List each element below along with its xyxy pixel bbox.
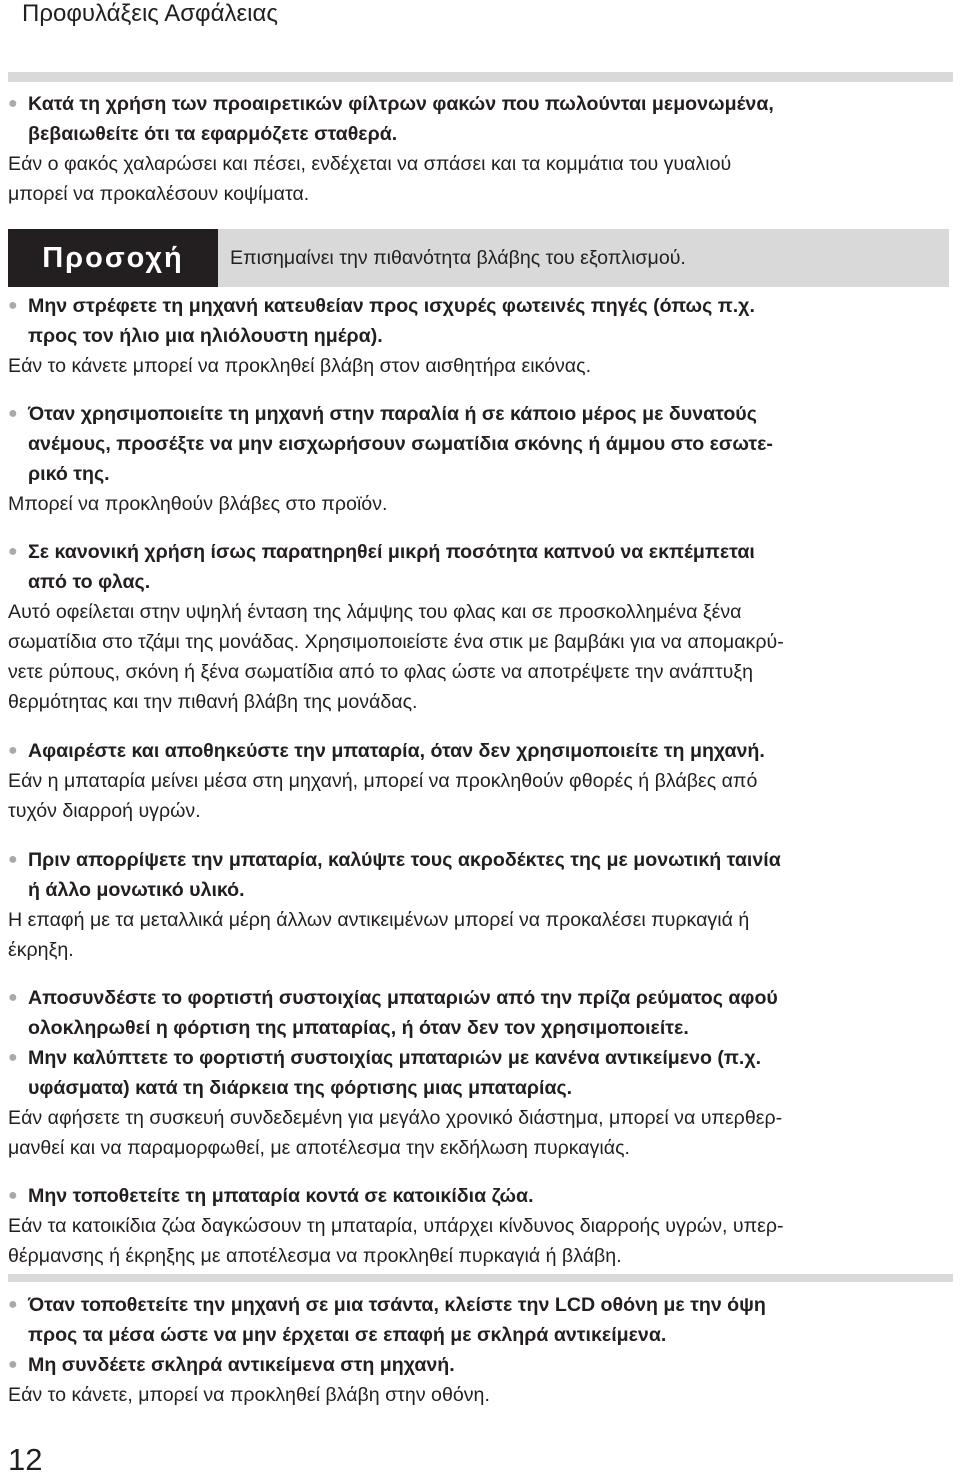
bullet-dot-icon: ● xyxy=(8,95,18,112)
safety-section-bag-lcd xyxy=(8,1290,948,1410)
item-description: Μπορεί να προκληθούν βλάβες στο προϊόν. xyxy=(8,493,388,515)
bullet-item: ● Μη συνδέετε σκληρά αντικείμενα στη μηχανή. xyxy=(8,1350,948,1380)
bullet-item: ● Μην καλύπτετε το φορτιστή συστοιχίας μπαταριών με κανένα αντικείμενο (π.χ. υφάσματα) κατά τη διάρκεια της φόρτισης μιας μπαταρίας. xyxy=(8,1043,948,1103)
item-description: Εάν αφήσετε τη συσκευή συνδεδεμένη για μεγάλο χρονικό διάστημα, μπορεί να υπερθερ- μανθεί και να παραμορφωθεί, με αποτέλεσμα την εκδήλωση πυρκαγιάς. xyxy=(8,1107,783,1159)
bullet-item: ● Σε κανονική χρήση ίσως παρατηρηθεί μικρή ποσότητα καπνού να εκπέμπεται από το φλας. xyxy=(8,537,948,597)
safety-section-dispose-battery xyxy=(8,845,948,965)
safety-section-pets xyxy=(8,1181,948,1271)
safety-section-light-sources xyxy=(8,291,948,381)
bullet-item: ● Πριν απορρίψετε την μπαταρία, καλύψτε τους ακροδέκτες της με μονωτική ταινία ή άλλο μονωτικό υλικό. xyxy=(8,845,948,905)
top-divider-bar xyxy=(8,72,953,82)
item-description: Εάν το κάνετε, μπορεί να προκληθεί βλάβη στην οθόνη. xyxy=(8,1384,490,1406)
bullet-dot-icon: ● xyxy=(8,1356,18,1373)
bullet-dot-icon: ● xyxy=(8,1049,18,1066)
bullet-dot-icon: ● xyxy=(8,851,18,868)
safety-section-flash-smoke xyxy=(8,537,948,717)
item-description: Εάν το κάνετε μπορεί να προκληθεί βλάβη στον αισθητήρα εικόνας. xyxy=(8,355,592,377)
item-description: Η επαφή με τα μεταλλικά μέρη άλλων αντικειμένων μπορεί να προκαλέσει πυρκαγιά ή έκρηξη. xyxy=(8,909,750,961)
safety-section-beach-sand xyxy=(8,399,948,519)
bullet-item: ● Μην τοποθετείτε τη μπαταρία κοντά σε κατοικίδια ζώα. xyxy=(8,1181,948,1211)
bullet-item: ● Αφαιρέστε και αποθηκεύστε την μπαταρία, όταν δεν χρησιμοποιείτε τη μηχανή. xyxy=(8,736,948,766)
caution-banner xyxy=(8,229,949,287)
bullet-dot-icon: ● xyxy=(8,1296,18,1313)
section-divider-bar xyxy=(8,1274,953,1282)
bullet-item: ● Όταν τοποθετείτε την μηχανή σε μια τσάντα, κλείστε την LCD οθόνη με την όψη προς τα μέσα ώστε να μην έρχεται σε επαφή με σκληρά αντικείμενα. xyxy=(8,1290,948,1350)
bullet-dot-icon: ● xyxy=(8,989,18,1006)
bullet-item: ● Όταν χρησιμοποιείτε τη μηχανή στην παραλία ή σε κάποιο μέρος με δυνατούς ανέμους, προσέξτε να μην εισχωρήσουν σωματίδια σκόνης ή άμμου στο εσωτε- ρικό της. xyxy=(8,399,948,489)
item-description: Εάν η μπαταρία μείνει μέσα στη μηχανή, μπορεί να προκληθούν φθορές ή βλάβες από τυχόν διαρροή υγρών. xyxy=(8,770,758,822)
bullet-item: ● Κατά τη χρήση των προαιρετικών φίλτρων φακών που πωλούνται μεμονωμένα, βεβαιωθείτε ότι τα εφαρμόζετε σταθερά. xyxy=(8,89,948,149)
item-description: Εάν τα κατοικίδια ζώα δαγκώσουν τη μπαταρία, υπάρχει κίνδυνος διαρροής υγρών, υπερ- θέρμανσης ή έκρηξης με αποτέλεσμα να προκληθεί πυρκαγιά ή βλάβη. xyxy=(8,1215,784,1267)
item-description: Εάν ο φακός χαλαρώσει και πέσει, ενδέχεται να σπάσει και τα κομμάτια του γυαλιού μπορεί να προκαλέσουν κοψίματα. xyxy=(8,153,732,205)
page-number: 12 xyxy=(8,1442,43,1477)
bullet-item: ● Αποσυνδέστε το φορτιστή συστοιχίας μπαταριών από την πρίζα ρεύματος αφού ολοκληρωθεί η φόρτιση της μπαταρίας, ή όταν δεν τον χρησιμοποιείτε. xyxy=(8,983,948,1043)
item-description: Αυτό οφείλεται στην υψηλή ένταση της λάμψης του φλας και σε προσκολλημένα ξένα σωματίδια στο τζάμι της μονάδας. Χρησιμοποιείστε ένα στικ με βαμβάκι για να απομακρύ- νετε ρύπους, σκόνη ή ξένα σωματίδια από το φλας ώστε να αποτρέψετε την ανάπτυξη θερμότητας και την πιθανή βλάβη της μονάδας. xyxy=(8,601,784,713)
bullet-item: ● Μην στρέφετε τη μηχανή κατευθείαν προς ισχυρές φωτεινές πηγές (όπως π.χ. προς τον ήλιο μια ηλιόλουστη ημέρα). xyxy=(8,291,948,351)
safety-section-remove-battery xyxy=(8,736,948,826)
caution-description: Επισημαίνει την πιθανότητα βλάβης του εξοπλισμού. xyxy=(230,247,686,269)
page-header-title: Προφυλάξεις Ασφάλειας xyxy=(22,0,278,27)
bullet-dot-icon: ● xyxy=(8,1187,18,1204)
safety-section-charger xyxy=(8,983,948,1163)
safety-section-lens-filters xyxy=(8,89,948,209)
bullet-dot-icon: ● xyxy=(8,405,18,422)
caution-label: Προσοχή xyxy=(8,229,218,287)
bullet-dot-icon: ● xyxy=(8,543,18,560)
bullet-dot-icon: ● xyxy=(8,297,18,314)
bullet-dot-icon: ● xyxy=(8,742,18,759)
